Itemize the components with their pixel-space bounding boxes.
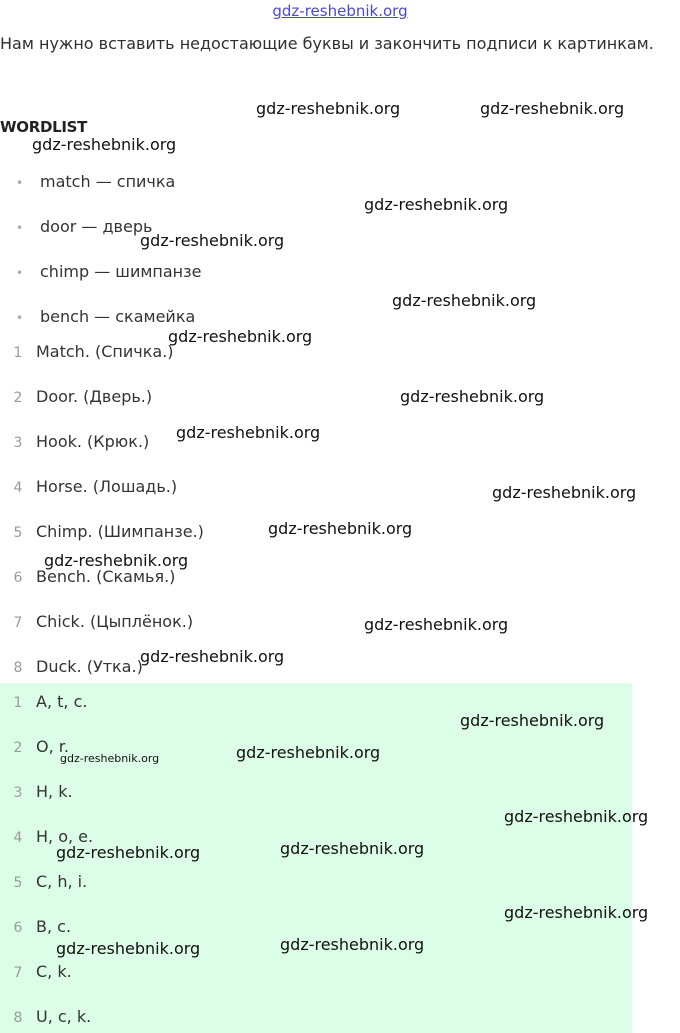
answer-item — [0, 692, 87, 711]
answer-text: O, r. — [36, 737, 69, 756]
bullet-icon: • — [16, 221, 24, 235]
watermark: gdz-reshebnik.org — [492, 483, 637, 502]
watermark: gdz-reshebnik.org — [280, 839, 425, 858]
watermark: gdz-reshebnik.org — [56, 939, 201, 958]
answer-number: 6 — [13, 920, 23, 936]
answer-item — [0, 1007, 91, 1026]
answer-text: B, c. — [36, 917, 72, 936]
wordlist-item-text: door — дверь — [40, 217, 153, 236]
watermark: gdz-reshebnik.org — [480, 99, 625, 118]
caption-text: Duck. (Утка.) — [36, 657, 143, 676]
watermark: gdz-reshebnik.org — [364, 615, 509, 634]
answer-text: H, k. — [36, 782, 73, 801]
answer-item — [0, 962, 72, 981]
answer-number: 1 — [13, 695, 23, 711]
answer-number: 4 — [13, 830, 23, 846]
answer-item — [0, 872, 87, 891]
watermark: gdz-reshebnik.org — [504, 903, 649, 922]
answer-text: H, o, e. — [36, 827, 94, 846]
caption-item — [0, 522, 204, 541]
wordlist-item — [16, 262, 201, 281]
watermark: gdz-reshebnik.org — [140, 647, 285, 666]
bullet-icon: • — [16, 311, 24, 325]
caption-item — [0, 612, 193, 631]
answer-text: U, c, k. — [36, 1007, 92, 1026]
caption-number: 4 — [13, 480, 23, 496]
caption-item — [0, 477, 177, 496]
caption-number: 2 — [13, 390, 23, 406]
watermark: gdz-reshebnik.org — [140, 231, 285, 250]
caption-text: Bench. (Скамья.) — [36, 567, 176, 586]
watermark: gdz-reshebnik.org — [60, 752, 160, 765]
answer-number: 2 — [13, 740, 23, 756]
caption-item — [0, 342, 174, 361]
watermark: gdz-reshebnik.org — [392, 291, 537, 310]
watermark: gdz-reshebnik.org — [256, 99, 401, 118]
caption-item — [0, 432, 149, 451]
watermark: gdz-reshebnik.org — [460, 711, 605, 730]
caption-item — [0, 657, 143, 676]
wordlist-item — [16, 217, 152, 236]
caption-text: Hook. (Крюк.) — [36, 432, 150, 451]
watermark: gdz-reshebnik.org — [44, 551, 189, 570]
watermark: gdz-reshebnik.org — [400, 387, 545, 406]
caption-text: Chimp. (Шимпанзе.) — [36, 522, 204, 541]
answer-number: 5 — [13, 875, 23, 891]
wordlist-item — [16, 172, 175, 191]
answer-item — [0, 917, 71, 936]
answer-item — [0, 782, 73, 801]
caption-text: Chick. (Цыплёнок.) — [36, 612, 194, 631]
answer-number: 3 — [13, 785, 23, 801]
watermark: gdz-reshebnik.org — [280, 935, 425, 954]
bullet-icon: • — [16, 266, 24, 280]
instruction-text: Нам нужно вставить недостающие буквы и закончить подписи к картинкам. — [0, 34, 654, 53]
watermark: gdz-reshebnik.org — [56, 843, 201, 862]
wordlist-item-text: chimp — шимпанзе — [40, 262, 202, 281]
caption-text: Horse. (Лошадь.) — [36, 477, 178, 496]
wordlist-item-text: bench — скамейка — [40, 307, 196, 326]
caption-number: 6 — [13, 570, 23, 586]
watermark: gdz-reshebnik.org — [364, 195, 509, 214]
answer-item — [0, 737, 69, 756]
answer-number: 7 — [13, 965, 23, 981]
caption-item — [0, 387, 152, 406]
caption-text: Match. (Спичка.) — [36, 342, 174, 361]
watermark: gdz-reshebnik.org — [504, 807, 649, 826]
bullet-icon: • — [16, 176, 24, 190]
answer-text: C, h, i. — [36, 872, 88, 891]
wordlist-item-text: match — спичка — [40, 172, 176, 191]
watermark: gdz-reshebnik.org — [32, 135, 177, 154]
caption-number: 7 — [13, 615, 23, 631]
answer-number: 8 — [13, 1010, 23, 1026]
watermark: gdz-reshebnik.org — [236, 743, 381, 762]
wordlist-title: WORDLIST — [0, 118, 88, 136]
caption-text: Door. (Дверь.) — [36, 387, 153, 406]
watermark: gdz-reshebnik.org — [176, 423, 321, 442]
caption-number: 1 — [13, 345, 23, 361]
watermark: gdz-reshebnik.org — [168, 327, 313, 346]
caption-number: 8 — [13, 660, 23, 676]
caption-number: 5 — [13, 525, 23, 541]
wordlist-item — [16, 307, 195, 326]
answer-text: A, t, c. — [36, 692, 88, 711]
site-link[interactable]: gdz-reshebnik.org — [272, 2, 408, 20]
caption-number: 3 — [13, 435, 23, 451]
answer-text: C, k. — [36, 962, 72, 981]
watermark: gdz-reshebnik.org — [268, 519, 413, 538]
